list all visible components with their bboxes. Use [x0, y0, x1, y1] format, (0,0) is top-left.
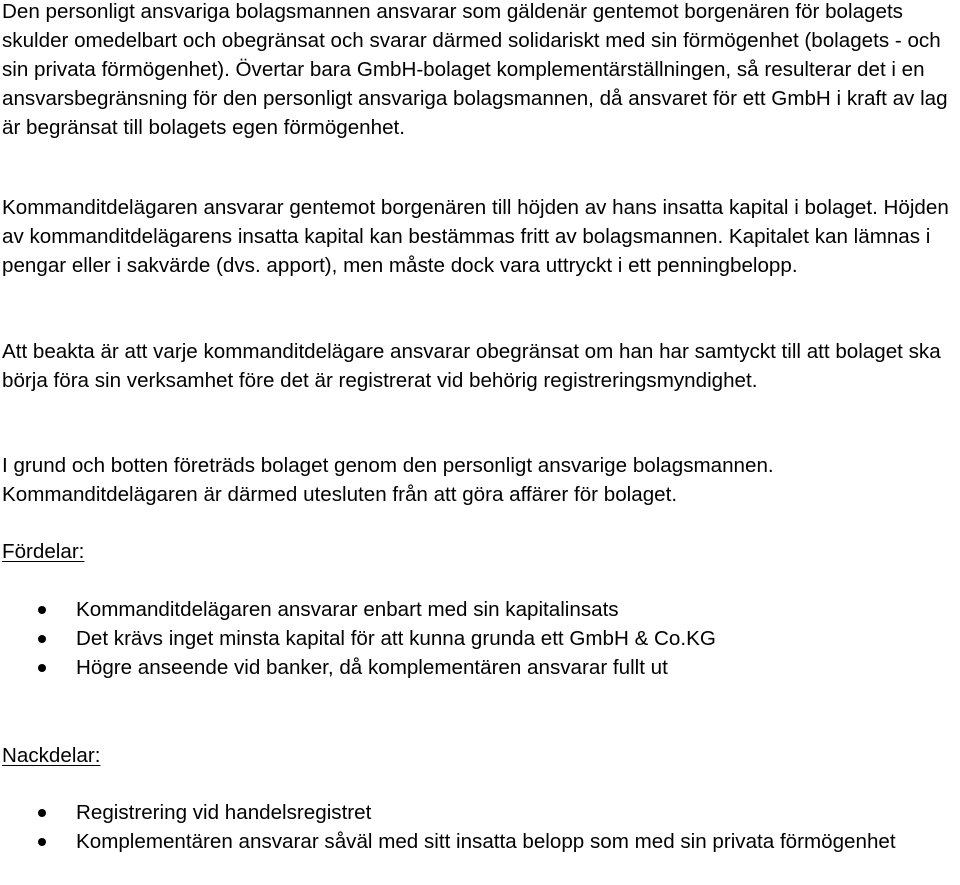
disadvantages-list [2, 798, 957, 856]
disadvantages-heading: Nackdelar: [2, 744, 101, 767]
list-item-text: Det krävs inget minsta kapital för att kunna grunda ett GmbH & Co.KG [76, 627, 716, 650]
advantages-heading: Fördelar: [2, 540, 85, 563]
list-item [2, 595, 916, 624]
paragraph-limited-partner-liability: Kommanditdelägaren ansvarar gentemot borgenären till höjden av hans insatta kapital i bolaget. Höjden av kommanditdelägarens insatta kapital kan bestämmas fritt av bolagsmannen. Kapitalet kan lämnas i pengar eller i sakvärde (dvs. apport), men måste dock vara uttryckt i ett penningbelopp. [2, 196, 949, 277]
list-item-text: Registrering vid handelsregistret [76, 801, 372, 824]
list-item [2, 653, 916, 682]
list-item [2, 798, 916, 827]
paragraph-unlimited-liability-note: Att beakta är att varje kommanditdelägare ansvarar obegränsat om han har samtyckt till att bolaget ska börja föra sin verksamhet före det är registrerat vid behörig registreringsmyndighet. [2, 340, 941, 392]
list-item [2, 827, 916, 856]
bullet-icon [38, 606, 46, 614]
bullet-icon [38, 809, 46, 817]
list-item-text: Kommanditdelägaren ansvarar enbart med sin kapitalinsats [76, 598, 619, 621]
list-item [2, 624, 916, 653]
list-item-text: Komplementären ansvarar såväl med sitt insatta belopp som med sin privata förmögenhet [76, 830, 896, 853]
list-item-text: Högre anseende vid banker, då komplementären ansvarar fullt ut [76, 656, 668, 679]
bullet-icon [38, 838, 46, 846]
paragraph-liability-general-partner: Den personligt ansvariga bolagsmannen ansvarar som gäldenär gentemot borgenären för bolagets skulder omedelbart och obegränsat och svarar därmed solidariskt med sin förmögenhet (bolagets - och sin privata förmögenhet). Övertar bara GmbH-bolaget komplementärställningen, så resulterar det i en ansvarsbegränsning för den personligt ansvariga bolagsmannen, då ansvaret för ett GmbH i kraft av lag är begränsat till bolagets egen förmögenhet. [2, 0, 948, 139]
bullet-icon [38, 635, 46, 643]
paragraph-representation: I grund och botten företräds bolaget genom den personligt ansvarige bolagsmannen. Kommanditdelägaren är därmed utesluten från att göra affärer för bolaget. [2, 454, 774, 506]
bullet-icon [38, 664, 46, 672]
advantages-list [2, 595, 957, 682]
